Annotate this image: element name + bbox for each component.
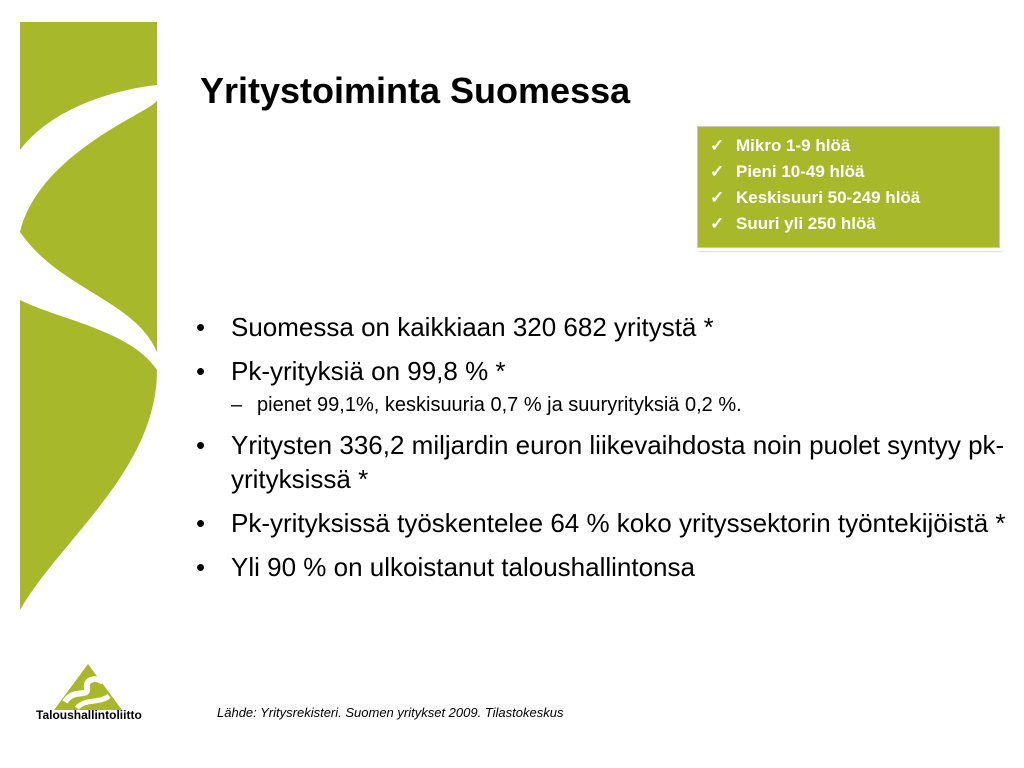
- bullet-list: [190, 310, 1020, 594]
- bullet-dot: •: [196, 430, 206, 460]
- size-class-label: Pieni 10-49 hlöä: [736, 162, 865, 181]
- slide-title: Yritystoiminta Suomessa: [200, 70, 631, 111]
- size-class-item: [710, 133, 989, 159]
- bullet-dot: •: [196, 356, 206, 386]
- size-class-item: [710, 185, 989, 211]
- sub-bullet-list: [231, 392, 1020, 418]
- bullet-text: Suomessa on kaikkiaan 320 682 yritystä *: [231, 312, 714, 342]
- bullet-dot: •: [196, 552, 206, 582]
- size-class-item: [710, 211, 989, 237]
- bullet-item: [190, 354, 1020, 418]
- bullet-text: Pk-yrityksissä työskentelee 64 % koko yrityssektorin työntekijöistä *: [231, 508, 1006, 538]
- bullet-dot: •: [196, 508, 206, 538]
- bullet-item: [190, 550, 1020, 584]
- bullet-text: Yritysten 336,2 miljardin euron liikevaihdosta noin puolet syntyy pk-yrityksissä *: [231, 430, 1005, 494]
- bullet-dot: •: [196, 312, 206, 342]
- source-note: Lähde: Yritysrekisteri. Suomen yritykset 2009. Tilastokeskus: [217, 705, 564, 720]
- logo-text: Taloushallintoliitto: [36, 708, 142, 722]
- s-band-bottom: [20, 300, 157, 610]
- bullet-text: Pk-yrityksiä on 99,8 % *: [231, 356, 506, 386]
- checkmark-icon: ✓: [710, 188, 725, 207]
- company-size-list: [710, 133, 989, 237]
- size-class-label: Keskisuuri 50-249 hlöä: [736, 188, 921, 207]
- bullet-item: [190, 428, 1020, 496]
- bullet-item: [190, 310, 1020, 344]
- sub-bullet-dash: –: [231, 394, 243, 416]
- checkmark-icon: ✓: [710, 162, 725, 181]
- decorative-s-band: [0, 0, 170, 620]
- sub-bullet-text: pienet 99,1%, keskisuuria 0,7 % ja suuryrityksiä 0,2 %.: [257, 394, 742, 416]
- checkmark-icon: ✓: [710, 214, 725, 233]
- sub-bullet-item: [231, 392, 1020, 418]
- size-class-item: [710, 159, 989, 185]
- bullet-item: [190, 506, 1020, 540]
- size-class-label: Mikro 1-9 hlöä: [736, 136, 851, 155]
- checkmark-icon: ✓: [710, 136, 725, 155]
- bullet-text: Yli 90 % on ulkoistanut taloushallintonsa: [231, 552, 695, 582]
- size-class-label: Suuri yli 250 hlöä: [736, 214, 876, 233]
- company-size-box: [697, 126, 1000, 248]
